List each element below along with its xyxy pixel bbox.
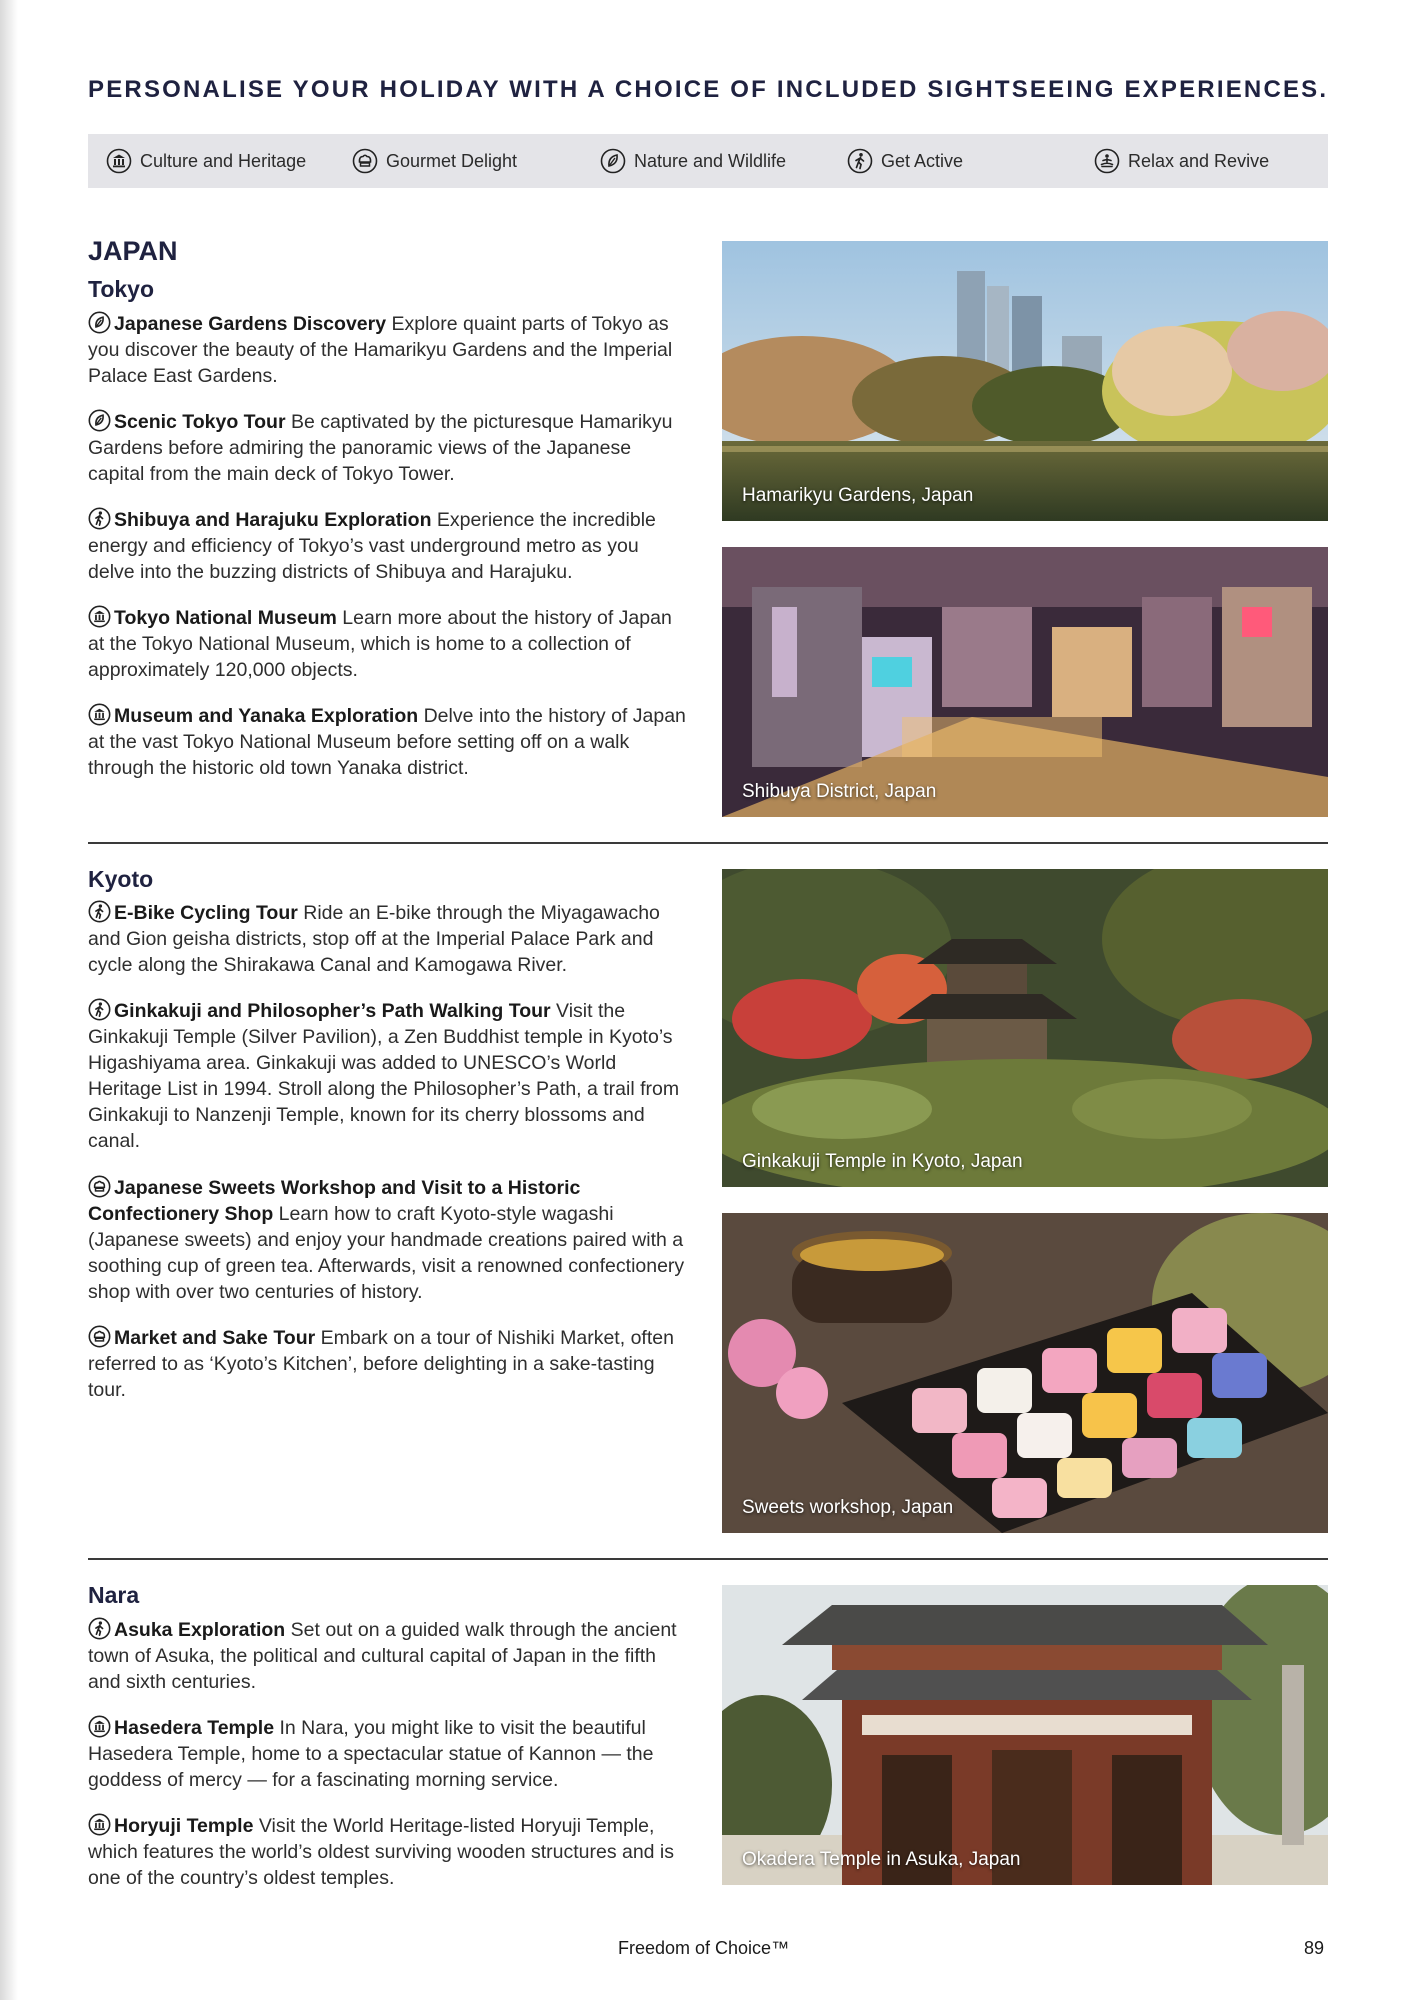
tour-name: E-Bike Cycling Tour xyxy=(114,902,298,924)
city-heading-nara: Nara xyxy=(88,1582,140,1608)
photo-image xyxy=(722,1585,1328,1885)
tour-item xyxy=(88,998,688,1154)
legend-label: Gourmet Delight xyxy=(386,150,518,171)
tour-name: Japanese Sweets Workshop and Visit to a Historic Confectionery Shop xyxy=(88,1177,581,1225)
page-number: 89 xyxy=(1304,1938,1325,1958)
nature-wildlife-icon xyxy=(88,311,111,334)
photo-caption: Ginkakuji Temple in Kyoto, Japan xyxy=(742,1151,1023,1172)
culture-heritage-icon xyxy=(88,1813,111,1836)
nature-wildlife-icon xyxy=(88,409,111,432)
get-active-icon xyxy=(88,900,111,923)
tour-name: Asuka Exploration xyxy=(114,1619,286,1641)
photo-hamarikyu-gardens xyxy=(722,241,1328,521)
legend-label: Nature and Wildlife xyxy=(634,150,787,171)
culture-heritage-icon xyxy=(88,703,111,726)
tour-description: Learn more about the history of Japan at the Tokyo National Museum, which is home to a collection of approximately 120,000 objects. xyxy=(88,607,672,681)
tour-name: Japanese Gardens Discovery xyxy=(114,313,387,335)
tour-item xyxy=(88,1813,688,1891)
photo-caption: Okadera Temple in Asuka, Japan xyxy=(742,1849,1021,1870)
legend-label: Culture and Heritage xyxy=(140,150,307,171)
photo-caption: Shibuya District, Japan xyxy=(742,781,937,802)
city-heading-kyoto: Kyoto xyxy=(88,866,154,892)
gourmet-delight-icon xyxy=(88,1175,111,1198)
tour-description: Set out on a guided walk through the ancient town of Asuka, the political and cultural capital of Japan in the fifth and sixth centuries. xyxy=(88,1619,677,1693)
page-headline: PERSONALISE YOUR HOLIDAY WITH A CHOICE OF INCLUDED SIGHTSEEING EXPERIENCES. xyxy=(88,76,1329,103)
photo-image xyxy=(722,1213,1328,1533)
tour-description: Be captivated by the picturesque Hamarikyu Gardens before admiring the panoramic views of the Japanese capital from the main deck of Tokyo Tower. xyxy=(88,411,673,485)
tour-name: Scenic Tokyo Tour xyxy=(114,411,286,433)
get-active-icon xyxy=(847,148,873,174)
section-divider xyxy=(88,1558,1328,1560)
legend-item-nature xyxy=(600,148,786,174)
culture-heritage-icon xyxy=(88,1715,111,1738)
photo-image xyxy=(722,869,1328,1187)
legend-item-culture xyxy=(106,148,306,174)
get-active-icon xyxy=(88,1617,111,1640)
legend-label: Relax and Revive xyxy=(1128,150,1270,171)
page-edge-shadow xyxy=(0,0,18,2000)
tour-description: Delve into the history of Japan at the vast Tokyo National Museum before setting off on a walk through the historic old town Yanaka district. xyxy=(88,705,686,779)
tour-description: Embark on a tour of Nishiki Market, often referred to as ‘Kyoto’s Kitchen’, before delighting in a sake-tasting tour. xyxy=(88,1327,674,1401)
photo-ginkakuji-temple xyxy=(722,869,1328,1187)
tour-item xyxy=(88,605,688,683)
tour-description: Explore quaint parts of Tokyo as you discover the beauty of the Hamarikyu Gardens and the Imperial Palace East Gardens. xyxy=(88,313,673,387)
photo-image xyxy=(722,241,1328,521)
footer-brand: Freedom of Choice™ xyxy=(618,1938,790,1958)
tour-item xyxy=(88,1715,688,1793)
tour-description: Visit the Ginkakuji Temple (Silver Pavilion), a Zen Buddhist temple in Kyoto’s Higashiyama area. Ginkakuji was added to UNESCO’s World Heritage List in 1994. Stroll along the Philosopher’s Path, a trail from Ginkakuji to Nanzenji Temple, known for its cherry blossoms and canal. xyxy=(88,1000,680,1152)
tour-description: In Nara, you might like to visit the beautiful Hasedera Temple, home to a spectacular statue of Kannon — the goddess of mercy — for a fascinating morning service. xyxy=(88,1717,654,1791)
get-active-icon xyxy=(88,998,111,1021)
tour-item xyxy=(88,900,688,978)
tour-item xyxy=(88,311,688,389)
tour-name: Horyuji Temple xyxy=(114,1815,254,1837)
photo-image xyxy=(722,547,1328,817)
experience-legend xyxy=(88,134,1328,188)
photo-shibuya-district xyxy=(722,547,1328,817)
legend-item-gourmet xyxy=(352,148,517,174)
photo-caption: Hamarikyu Gardens, Japan xyxy=(742,485,974,506)
photo-sweets-workshop xyxy=(722,1213,1328,1533)
tour-name: Tokyo National Museum xyxy=(114,607,337,629)
gourmet-delight-icon xyxy=(88,1325,111,1348)
tour-item xyxy=(88,1617,688,1695)
photo-okadera-temple xyxy=(722,1585,1328,1885)
culture-heritage-icon xyxy=(106,148,132,174)
legend-item-relax xyxy=(1094,148,1269,174)
tour-name: Shibuya and Harajuku Exploration xyxy=(114,509,432,531)
relax-revive-icon xyxy=(1094,148,1120,174)
tour-description: Learn how to craft Kyoto-style wagashi (Japanese sweets) and enjoy your handmade creations paired with a soothing cup of green tea. Afterwards, visit a renowned confectionery shop with over two centuries of history. xyxy=(88,1203,685,1303)
legend-label: Get Active xyxy=(881,150,964,171)
tour-description: Ride an E-bike through the Miyagawacho and Gion geisha districts, stop off at the Imperial Palace Park and cycle along the Shirakawa Canal and Kamogawa River. xyxy=(88,902,660,976)
culture-heritage-icon xyxy=(88,605,111,628)
nature-wildlife-icon xyxy=(600,148,626,174)
section-divider xyxy=(88,842,1328,844)
tour-name: Museum and Yanaka Exploration xyxy=(114,705,419,727)
legend-item-active xyxy=(847,148,963,174)
tour-name: Hasedera Temple xyxy=(114,1717,275,1739)
tour-description: Experience the incredible energy and efficiency of Tokyo’s vast underground metro as you delve into the buzzing districts of Shibuya and Harajuku. xyxy=(88,509,656,583)
tour-item xyxy=(88,1175,688,1305)
city-heading-tokyo: Tokyo xyxy=(88,276,155,302)
tour-name: Market and Sake Tour xyxy=(114,1327,316,1349)
tour-item xyxy=(88,409,688,487)
get-active-icon xyxy=(88,507,111,530)
tour-item xyxy=(88,1325,688,1403)
tour-name: Ginkakuji and Philosopher’s Path Walking Tour xyxy=(114,1000,551,1022)
photo-caption: Sweets workshop, Japan xyxy=(742,1497,954,1518)
tour-description: Visit the World Heritage-listed Horyuji Temple, which features the world’s oldest surviving wooden structures and is one of the country’s oldest temples. xyxy=(88,1815,675,1889)
gourmet-delight-icon xyxy=(352,148,378,174)
tour-item xyxy=(88,507,688,585)
tour-item xyxy=(88,703,688,781)
country-heading: JAPAN xyxy=(88,236,178,266)
